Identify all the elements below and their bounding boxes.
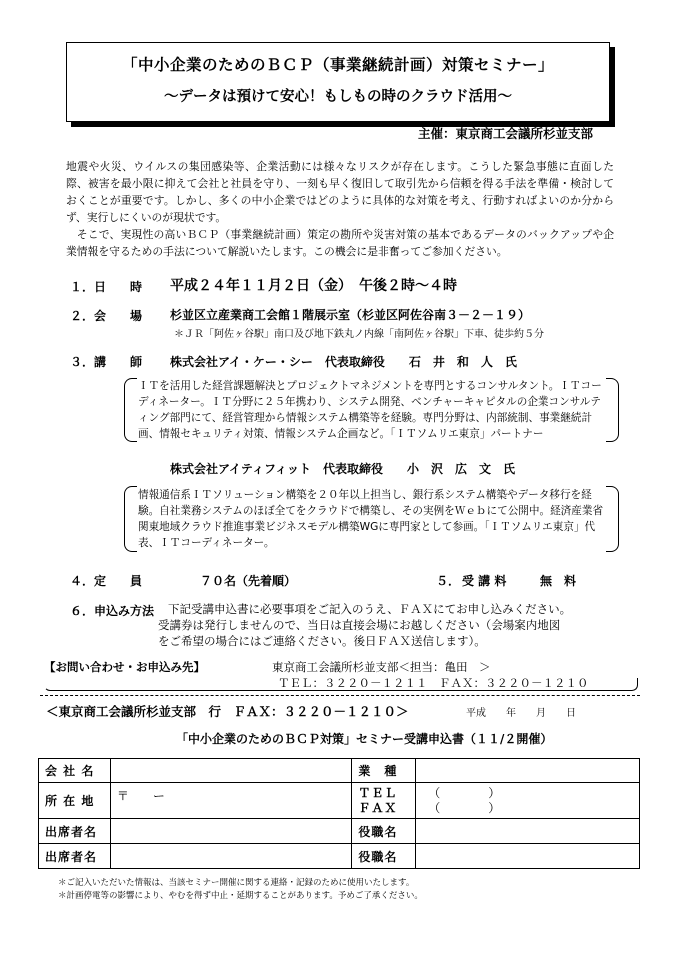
form-fax-to: ＜東京商工会議所杉並支部 行 ＦＡＸ：３２２０－１２１０＞ (46, 704, 409, 719)
apply-line-3: をご希望の場合にはご連絡ください。後日ＦＡＸ送信します）。 (158, 634, 486, 648)
speaker-1-bio: ＩＴを活用した経営課題解決とプロジェクトマネジメントを専門とするコンサルタント。ＩＴコーディネーター。ＩＴ分野に２５年携わり、システム開発、ベンチャーキャピタルの企業コンサルティング部門にて、経営管理から情報システム構築等を経験。専門分野は、内部統制、事業継続計画、情報セキュリティ対策、情報システム企画など。「ＩＴソムリエ東京」パートナー (138, 380, 602, 440)
speaker-2-name: 株式会社アイティフィット 代表取締役 小 沢 広 文 氏 (170, 462, 516, 476)
date-value: 平成２４年１１月２日（金） 午後２時～４時 (170, 278, 457, 294)
tel-paren: （ ） (428, 785, 501, 800)
application-form (38, 758, 640, 869)
tel-label: ＴＥＬ (358, 785, 398, 800)
position-1-label: 役職名 (352, 819, 416, 844)
apply-num: ６． (70, 604, 95, 618)
contact-org: 東京商工会議所杉並支部＜担当：亀田 ＞ (272, 660, 491, 674)
speaker-label: 講 師 (94, 355, 143, 369)
industry-label: 業 種 (352, 759, 416, 783)
tel-fax-field[interactable] (416, 783, 640, 819)
fax-label: ＦＡＸ (358, 800, 398, 815)
intro (66, 158, 614, 260)
cut-line (40, 695, 640, 696)
seminar-title: 「中小企業のためのＢＣＰ（事業継続計画）対策セミナー」 (121, 56, 554, 74)
attendee-1-label: 出席者名 (39, 819, 111, 844)
venue-num: ２． (70, 309, 95, 323)
date-num: １． (70, 280, 95, 294)
note-1: ＊ご記入いただいた情報は、当該セミナー開催に関する連絡・記録のために使用いたします。 (58, 878, 415, 888)
contact-label: 【お問い合わせ・お申込み先】 (44, 660, 205, 674)
position-1-field[interactable] (416, 819, 640, 844)
date-label: 日 時 (94, 280, 143, 294)
form-date: 平成 年 月 日 (466, 708, 576, 719)
fee-value: 無 料 (540, 574, 577, 588)
speaker-num: ３． (70, 355, 95, 369)
postal-mark: 〒 ー (116, 789, 165, 803)
attendee-2-field[interactable] (110, 844, 352, 869)
intro-paragraph-2: そこで、実現性の高いＢＣＰ（事業継続計画）策定の勘所や災害対策の基本であるデータのバックアップや企業情報を守るための手法について解説いたします。この機会に是非奮ってご参加ください。 (66, 228, 614, 258)
apply-line-2: 受講券は発行しませんので、当日は直接会場にお越しください（会場案内地図 (158, 618, 561, 632)
apply-label: 申込み方法 (94, 604, 155, 618)
position-2-field[interactable] (416, 844, 640, 869)
position-2-label: 役職名 (352, 844, 416, 869)
bio-1-bracket-right (606, 378, 619, 442)
attendee-2-label: 出席者名 (39, 844, 111, 869)
speaker-2-bio: 情報通信系ＩＴソリューション構築を２０年以上担当し、銀行系システム構築やデータ移行を経験。自社業務システムのほぼ全てをクラウドで構築し、その実例をＷｅｂにて公開中。経済産業省 関東地域クラウド推進事業ビジネスモデル構築WGに専門家として参画。「ＩＴソムリエ東京」代表、ＩＴコーディネーター。 (138, 489, 604, 549)
seminar-subtitle: ～データは預けて安心！もしもの時のクラウド活用～ (164, 89, 512, 105)
apply-line-1: 下記受講申込書に必要事項をご記入のうえ、ＦＡＸにてお申し込みください。 (168, 602, 572, 616)
fee-label: 受 講 料 (462, 574, 507, 588)
attendee-1-field[interactable] (110, 819, 352, 844)
note-2: ＊計画停電等の影響により、やむを得ず中止・延期することがあります。予めご了承ください。 (58, 891, 423, 901)
venue-value: 杉並区立産業商工会館１階展示室（杉並区阿佐谷南３－２－１９） (170, 308, 531, 322)
address-field[interactable] (110, 783, 352, 819)
company-field[interactable] (110, 759, 352, 783)
fax-paren: （ ） (428, 800, 501, 815)
host: 主催：東京商工会議所杉並支部 (417, 126, 593, 141)
title-box (66, 42, 610, 122)
company-label: 会 社 名 (39, 759, 111, 783)
bio-2-bracket-left (124, 486, 137, 552)
intro-paragraph-1: 地震や火災、ウイルスの集団感染等、企業活動には様々なリスクが存在します。こうした緊急事態に直面した際、被害を最小限に抑えて会社と社員を守り、一刻も早く復旧して取引先から信頼を得る手法を準備・検討しておくことが重要です。しかし、多くの中小企業ではどのように具体的な対策を考え、行動すればよいのか分からず、実行しにくいのが現状です。 (66, 160, 614, 224)
fee-num: ５． (436, 574, 461, 588)
venue-label: 会 場 (94, 309, 143, 323)
contact-underline (44, 678, 638, 691)
speaker-1-name: 株式会社アイ・ケー・シー 代表取締役 石 井 和 人 氏 (170, 355, 517, 369)
bio-2-bracket-right (606, 486, 619, 552)
contact-tel-fax: ＴＥＬ：３２２０－１２１１ ＦＡＸ：３２２０－１２１０ (278, 676, 589, 690)
bio-1-bracket-left (124, 378, 137, 442)
address-label: 所 在 地 (39, 783, 111, 819)
capacity-label: 定 員 (94, 574, 143, 588)
tel-fax-label (352, 783, 416, 819)
venue-access-note: ＊ＪＲ「阿佐ヶ谷駅」南口及び地下鉄丸ノ内線「南阿佐ヶ谷駅」下車、徒歩約５分 (174, 329, 544, 340)
form-title: 「中小企業のためのＢＣＰ対策」セミナー受講申込書（１１/２開催） (176, 732, 553, 746)
capacity-value: ７０名（先着順） (200, 574, 297, 588)
industry-field[interactable] (416, 759, 640, 783)
capacity-num: ４． (70, 574, 95, 588)
